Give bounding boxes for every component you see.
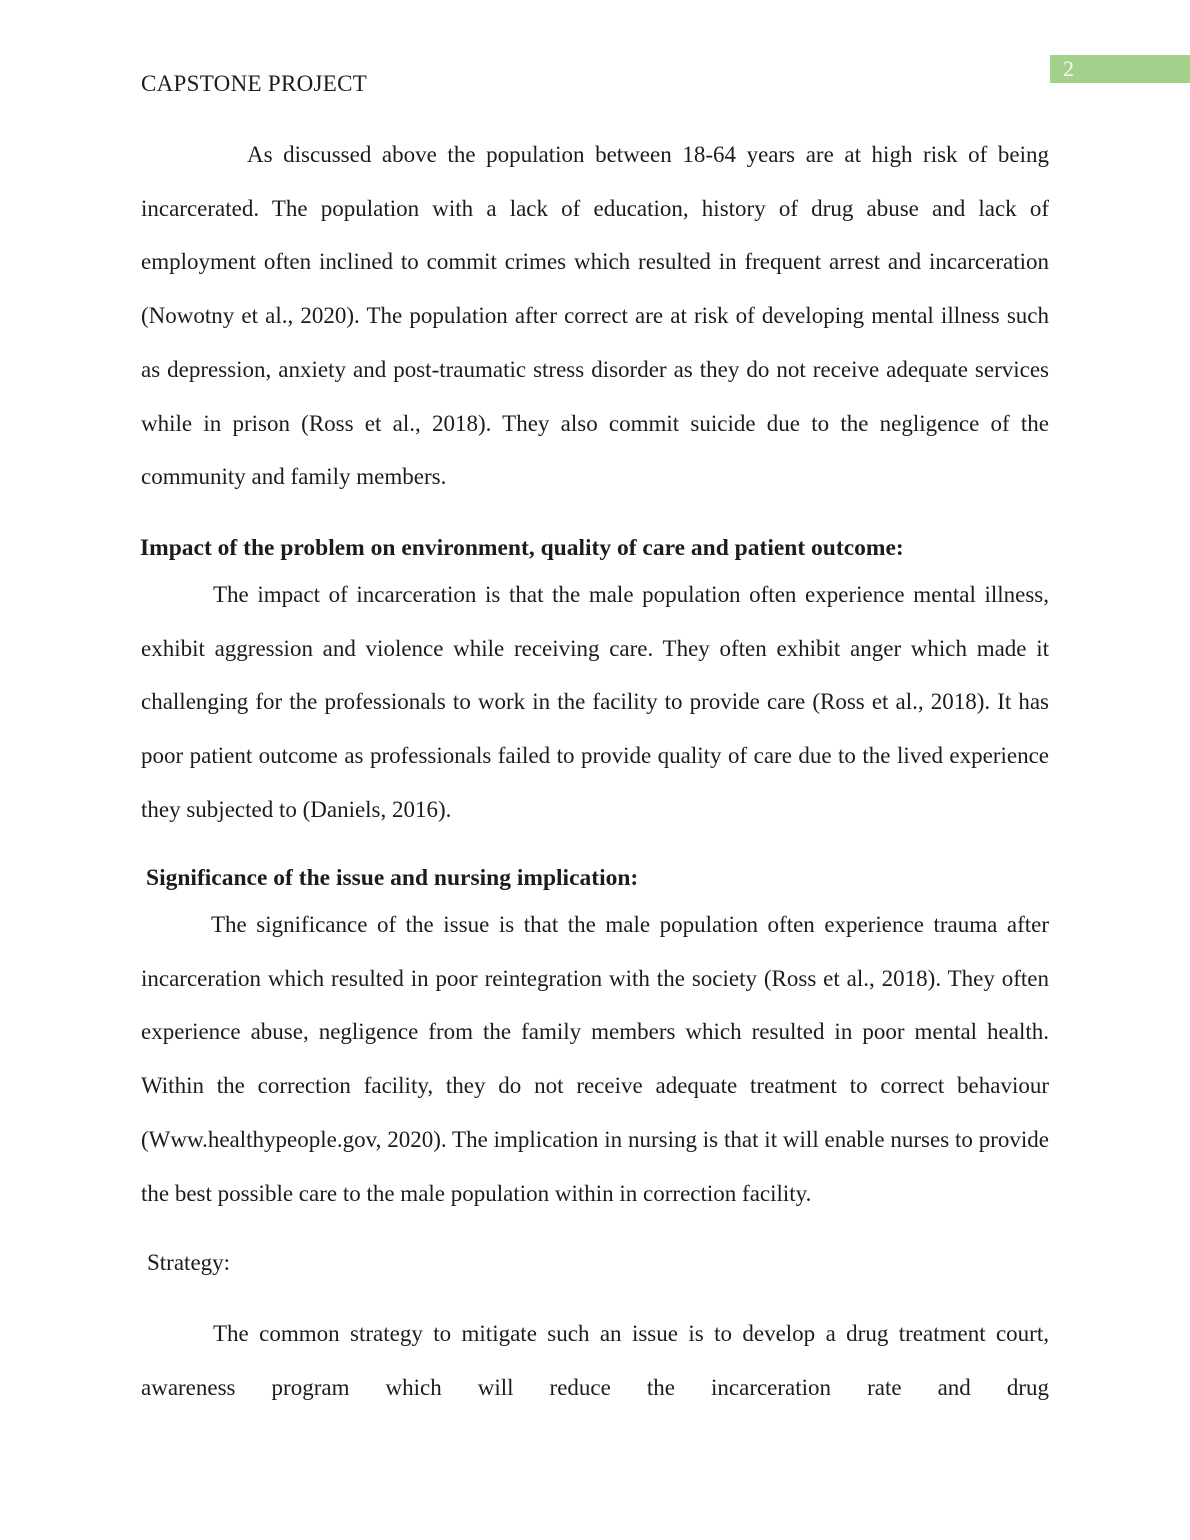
- intro-paragraph: As discussed above the population between 18-64 years are at high risk of being incarcerated. The population with a lack of education, history of drug abuse and lack of employment often inclined to commit crimes which resulted in frequent arrest and incarceration (Nowotny et al., 2020). The population after correct are at risk of developing mental illness such as depression, anxiety and post-traumatic stress disorder as they do not receive adequate services while in prison (Ross et al., 2018). They also commit suicide due to the negligence of the community and family members.: [141, 142, 1049, 490]
- section-heading-significance: Significance of the issue and nursing implication:: [146, 865, 639, 891]
- section-heading-impact: Impact of the problem on environment, quality of care and patient outcome:: [140, 535, 904, 561]
- section-heading-strategy: Strategy:: [147, 1250, 231, 1275]
- significance-paragraph: The significance of the issue is that the male population often experience trauma after incarceration which resulted in poor reintegration with the society (Ross et al., 2018). They often experience abuse, negligence from the family members which resulted in poor mental health. Within the correction facility, they do not receive adequate treatment to correct behaviour (Www.healthypeople.gov, 2020). The implication in nursing is that it will enable nurses to provide the best possible care to the male population within in correction facility.: [141, 912, 1049, 1206]
- running-head: CAPSTONE PROJECT: [141, 71, 368, 96]
- page-number: 2: [1063, 56, 1074, 81]
- page-number-badge: [1050, 55, 1190, 83]
- impact-paragraph: The impact of incarceration is that the male population often experience mental illness, exhibit aggression and violence while receiving care. They often exhibit anger which made it challenging for the professionals to work in the facility to provide care (Ross et al., 2018). It has poor patient outcome as professionals failed to provide quality of care due to the lived experience they subjected to (Daniels, 2016).: [141, 582, 1049, 822]
- strategy-paragraph: The common strategy to mitigate such an issue is to develop a drug treatment court, awareness program which will reduce the incarceration rate and drug: [141, 1321, 1049, 1400]
